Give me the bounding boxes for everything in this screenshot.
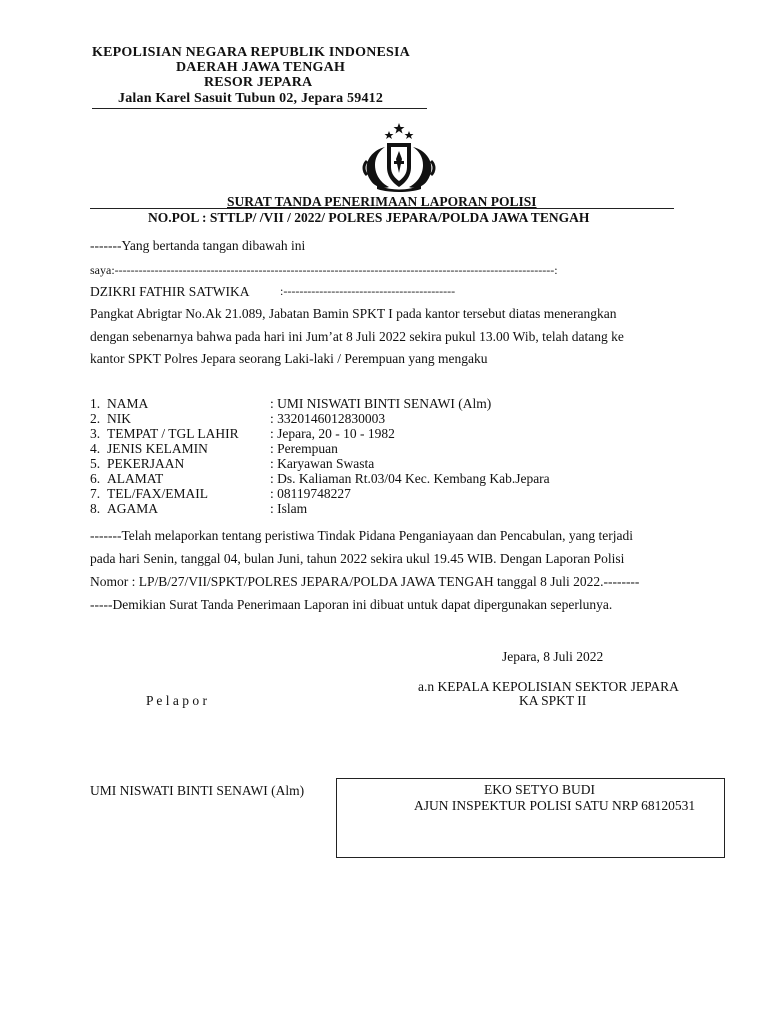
field-label: ALAMAT: [107, 471, 164, 486]
star-icon: [385, 123, 414, 139]
intro-line-1: -------Yang bertanda tangan dibawah ini: [90, 238, 306, 253]
field-row: [90, 396, 690, 411]
polri-emblem: [355, 121, 443, 193]
field-row: [90, 486, 690, 501]
document-number: NO.POL : STTLP/ /VII / 2022/ POLRES JEPARA/POLDA JAWA TENGAH: [148, 210, 590, 225]
report-line-1: -------Telah melaporkan tentang peristiwa Tindak Pidana Penganiayaan dan Pencabulan, yang terjadi: [90, 528, 633, 543]
document-title: SURAT TANDA PENERIMAAN LAPORAN POLISI: [227, 194, 537, 209]
field-value: : 08119748227: [270, 486, 351, 501]
field-number: 3.: [90, 426, 101, 441]
field-label: PEKERJAAN: [107, 456, 185, 471]
field-value: : Karyawan Swasta: [270, 456, 375, 471]
signing-officer-name: EKO SETYO BUDI: [484, 782, 595, 797]
field-label: JENIS KELAMIN: [107, 441, 208, 456]
field-number: 7.: [90, 486, 101, 501]
field-value: : Perempuan: [270, 441, 338, 456]
field-row: [90, 426, 690, 441]
field-number: 5.: [90, 456, 101, 471]
header-resort: RESOR JEPARA: [204, 75, 313, 90]
field-row: [90, 501, 690, 516]
field-number: 6.: [90, 471, 101, 486]
field-label: AGAMA: [107, 501, 159, 516]
intro-para-1: Pangkat Abrigtar No.Ak 21.089, Jabatan Bamin SPKT I pada kantor tersebut diatas menerangkan: [90, 306, 617, 321]
place-date: Jepara, 8 Juli 2022: [502, 649, 604, 664]
office-title: KA SPKT II: [519, 693, 587, 708]
intro-para-2: dengan sebenarnya bahwa pada hari ini Jum’at 8 Juli 2022 sekira pukul 13.00 Wib, telah datang ke: [90, 329, 624, 344]
header-institution: KEPOLISIAN NEGARA REPUBLIK INDONESIA: [92, 45, 410, 60]
intro-line-2: saya:--------------------------------------------------------------------------------------------------------------:: [90, 263, 558, 277]
field-label: TEL/FAX/EMAIL: [107, 486, 208, 501]
officer-name: DZIKRI FATHIR SATWIKA: [90, 284, 250, 299]
field-number: 4.: [90, 441, 101, 456]
signing-officer-rank: AJUN INSPEKTUR POLISI SATU NRP 68120531: [414, 798, 696, 813]
header-region: DAERAH JAWA TENGAH: [176, 60, 346, 75]
report-closing: -----Demikian Surat Tanda Penerimaan Laporan ini dibuat untuk dapat dipergunakan seperlunya.: [90, 597, 613, 612]
header-underline: [92, 108, 427, 109]
title-underline: [90, 208, 674, 209]
field-value: : UMI NISWATI BINTI SENAWI (Alm): [270, 396, 492, 411]
report-line-2: pada hari Senin, tanggal 04, bulan Juni, tahun 2022 sekira ukul 19.45 WIB. Dengan Laporan Polisi: [90, 551, 625, 566]
field-label: NAMA: [107, 396, 149, 411]
field-number: 8.: [90, 501, 101, 516]
field-row: [90, 441, 690, 456]
reporter-name: UMI NISWATI BINTI SENAWI (Alm): [90, 783, 305, 798]
field-row: [90, 471, 690, 486]
field-value: : 3320146012830003: [270, 411, 386, 426]
field-value: : Jepara, 20 - 10 - 1982: [270, 426, 395, 441]
header-address: Jalan Karel Sasuit Tubun 02, Jepara 59412: [118, 91, 384, 106]
officer-dashes: :-------------------------------------------: [280, 284, 456, 298]
intro-para-3: kantor SPKT Polres Jepara seorang Laki-laki / Perempuan yang mengaku: [90, 351, 488, 366]
field-label: NIK: [107, 411, 131, 426]
field-row: [90, 411, 690, 426]
field-label: TEMPAT / TGL LAHIR: [107, 426, 239, 441]
field-value: : Islam: [270, 501, 308, 516]
reporter-label: P e l a p o r: [146, 693, 207, 708]
field-number: 2.: [90, 411, 101, 426]
report-line-3: Nomor : LP/B/27/VII/SPKT/POLRES JEPARA/POLDA JAWA TENGAH tanggal 8 Juli 2022.--------: [90, 574, 640, 589]
field-row: [90, 456, 690, 471]
field-value: : Ds. Kaliaman Rt.03/04 Kec. Kembang Kab.Jepara: [270, 471, 550, 486]
behalf-title: a.n KEPALA KEPOLISIAN SEKTOR JEPARA: [418, 679, 679, 694]
field-number: 1.: [90, 396, 101, 411]
